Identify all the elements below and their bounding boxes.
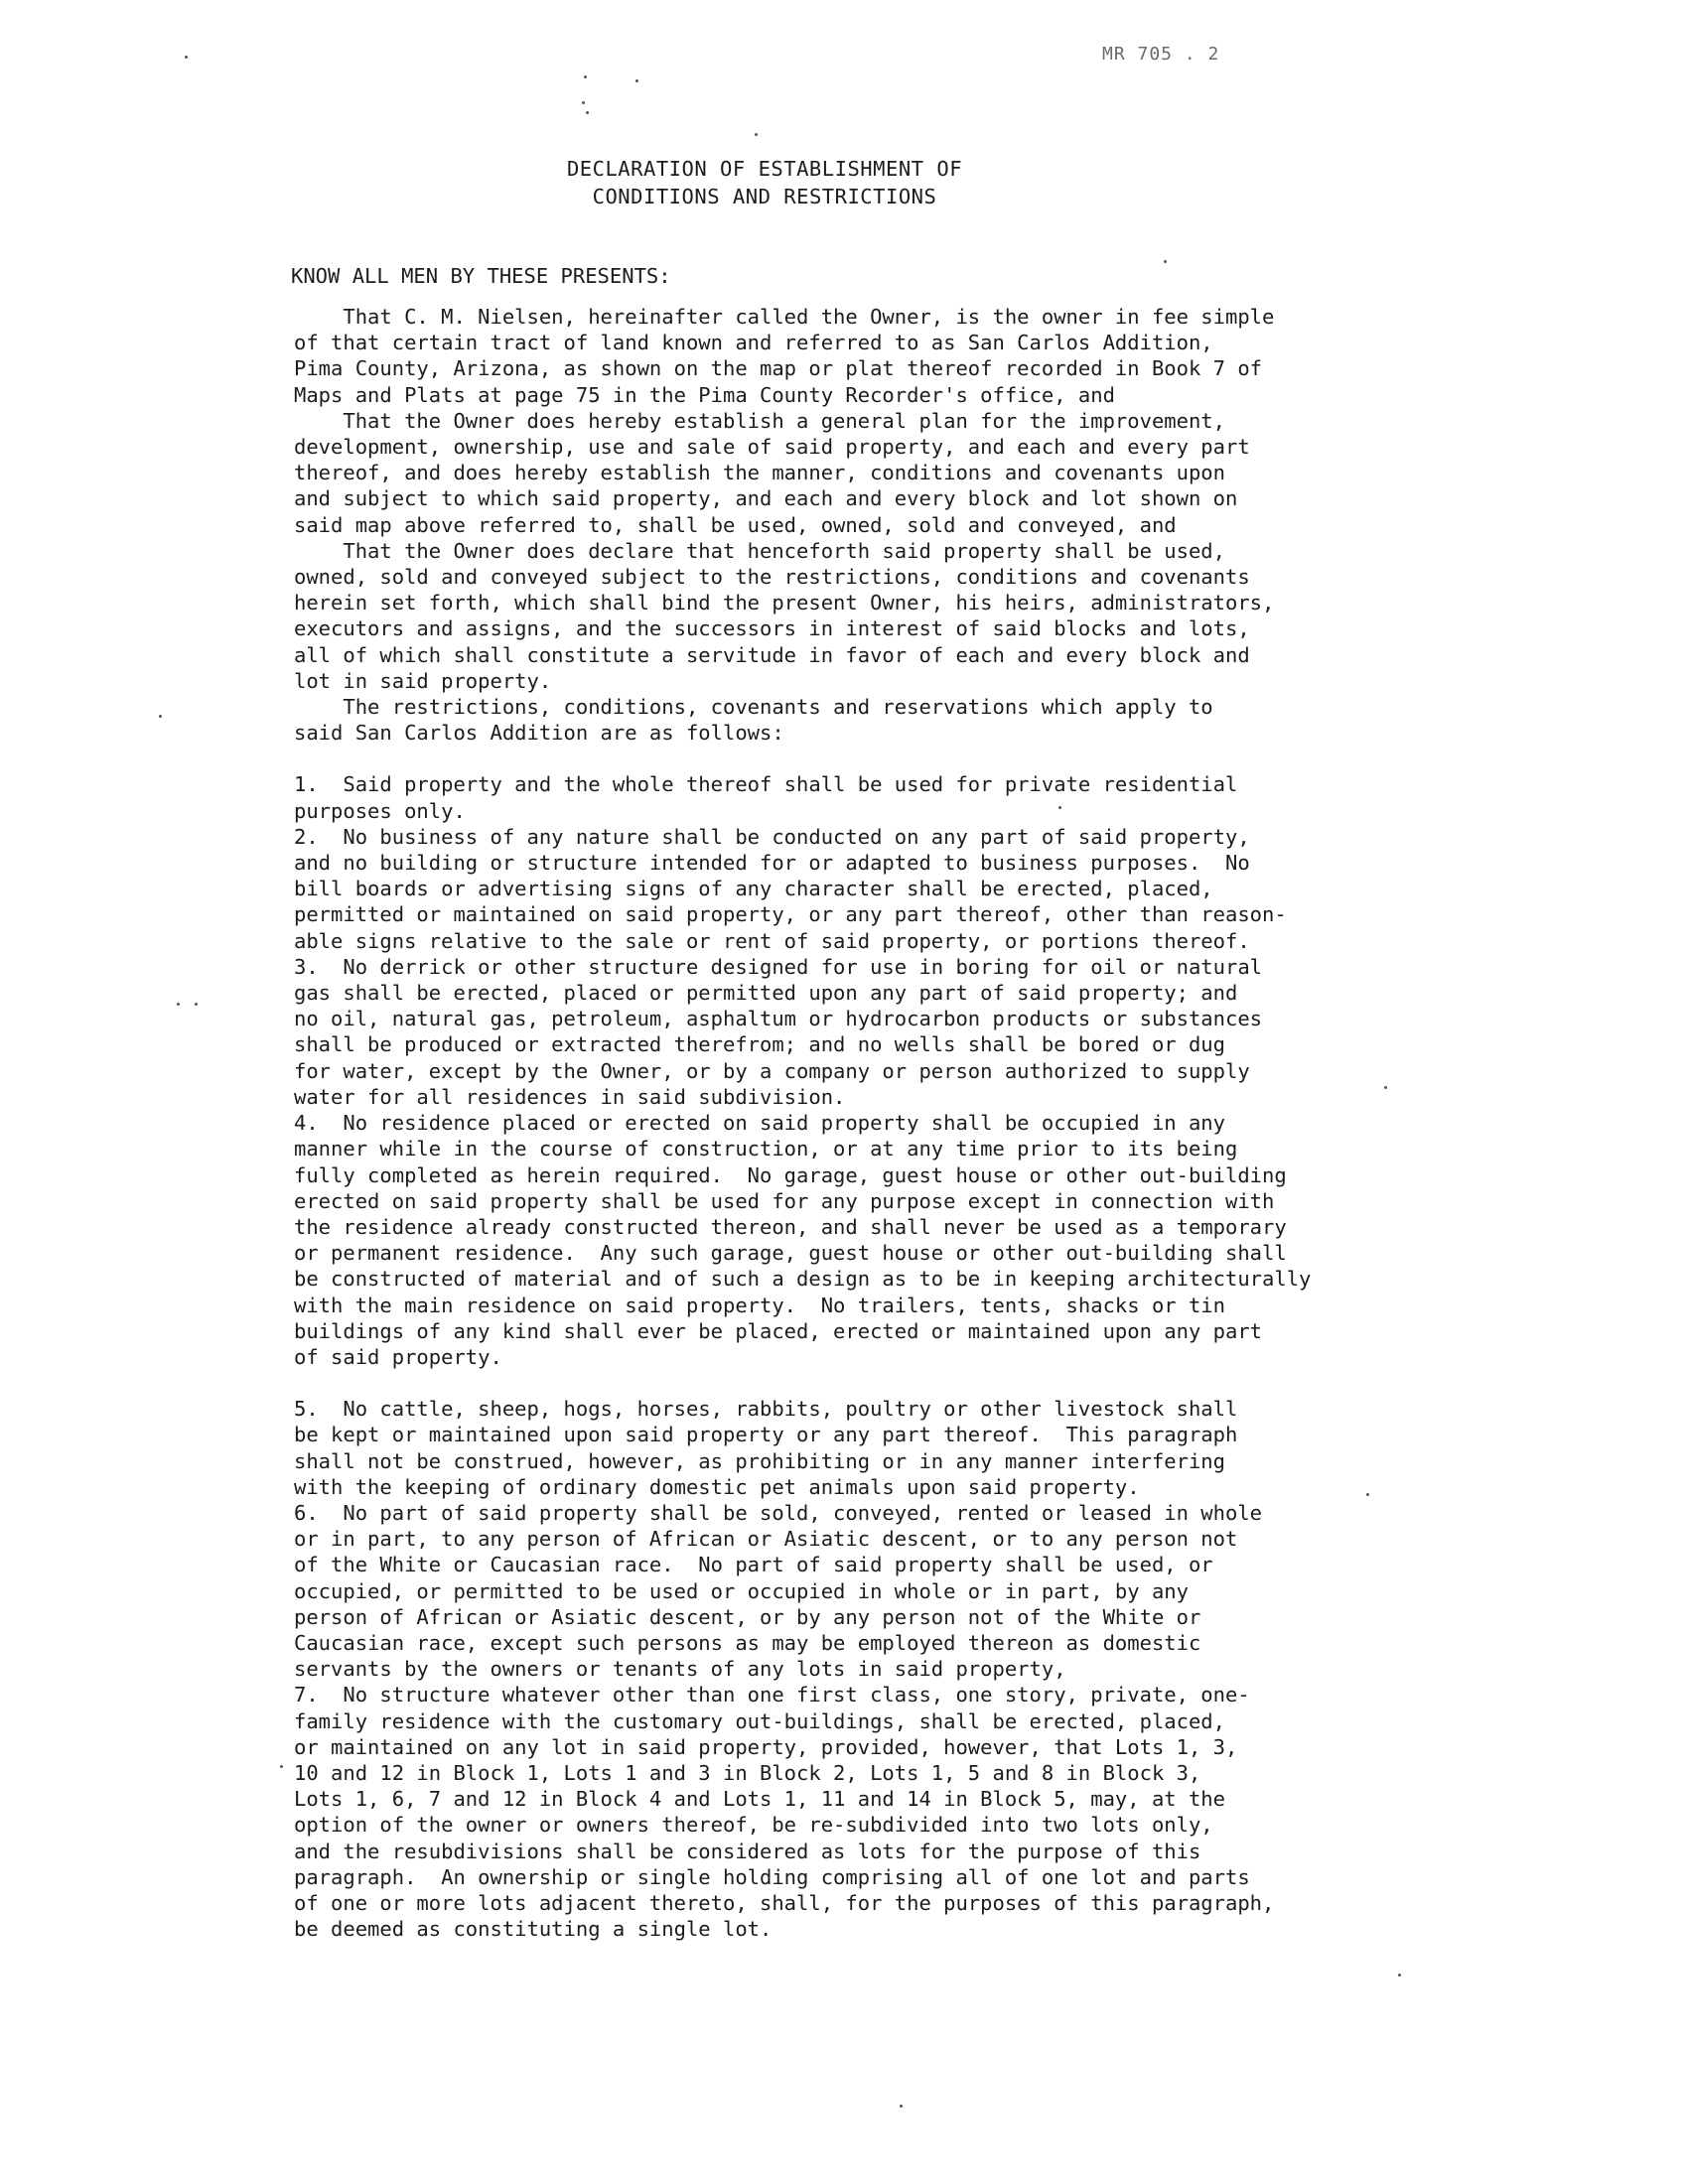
text-line: said San Carlos Addition are as follows:	[294, 721, 784, 746]
text-line: The restrictions, conditions, covenants and reservations which apply to	[294, 695, 1213, 720]
text-line: 10 and 12 in Block 1, Lots 1 and 3 in Block 2, Lots 1, 5 and 8 in Block 3,	[294, 1760, 1201, 1785]
text-line: of said property.	[294, 1344, 502, 1369]
text-line: occupied, or permitted to be used or occupied in whole or in part, by any	[294, 1578, 1189, 1603]
text-line: thereof, and does hereby establish the manner, conditions and covenants upon	[294, 461, 1225, 485]
text-line: all of which shall constitute a servitude in favor of each and every block and	[294, 642, 1250, 667]
text-line: That the Owner does hereby establish a general plan for the improvement,	[294, 408, 1225, 433]
scan-speck	[159, 715, 162, 718]
scan-speck	[584, 75, 587, 78]
text-line: 5. No cattle, sheep, hogs, horses, rabbits, poultry or other livestock shall	[294, 1397, 1238, 1422]
scan-speck	[1384, 1086, 1387, 1089]
scan-speck	[755, 133, 758, 136]
paragraph-gap	[294, 1370, 1406, 1396]
scan-speck	[1058, 806, 1061, 809]
text-line: That C. M. Nielsen, hereinafter called the Owner, is the owner in fee simple	[294, 305, 1275, 329]
text-line: family residence with the customary out-buildings, shall be erected, placed,	[294, 1708, 1225, 1733]
text-line: the residence already constructed thereon, and shall never be used as a temporary	[294, 1214, 1287, 1239]
scan-speck	[177, 1003, 180, 1006]
text-line: erected on said property shall be used for any purpose except in connection with	[294, 1188, 1275, 1213]
text-line: bill boards or advertising signs of any character shall be erected, placed,	[294, 877, 1213, 901]
text-line: no oil, natural gas, petroleum, asphaltum or hydrocarbon products or substances	[294, 1007, 1263, 1031]
text-line: 1. Said property and the whole thereof shall be used for private residential	[294, 772, 1238, 797]
document-body	[294, 304, 1406, 1942]
text-line: 3. No derrick or other structure designed for use in boring for oil or natural	[294, 954, 1263, 979]
preamble	[294, 304, 1406, 746]
title-line: CONDITIONS AND RESTRICTIONS	[592, 185, 937, 208]
text-line: and no building or structure intended for or adapted to business purposes. No	[294, 851, 1250, 876]
scan-speck	[1366, 1493, 1369, 1496]
text-line: person of African or Asiatic descent, or by any person not of the White or	[294, 1604, 1201, 1629]
scan-speck	[900, 2105, 903, 2108]
text-line: of the White or Caucasian race. No part of said property shall be used, or	[294, 1553, 1213, 1577]
salutation: KNOW ALL MEN BY THESE PRESENTS:	[291, 264, 671, 288]
text-line: executors and assigns, and the successors in interest of said blocks and lots,	[294, 616, 1250, 641]
text-line: water for all residences in said subdivision.	[294, 1084, 846, 1109]
text-line: fully completed as herein required. No garage, guest house or other out-building	[294, 1162, 1287, 1187]
text-line: and subject to which said property, and each and every block and lot shown on	[294, 486, 1238, 511]
text-line: shall not be construed, however, as prohibiting or in any manner interfering	[294, 1448, 1225, 1473]
text-line: 7. No structure whatever other than one first class, one story, private, one-	[294, 1683, 1250, 1707]
text-line: or maintained on any lot in said property, provided, however, that Lots 1, 3,	[294, 1734, 1238, 1759]
text-line: manner while in the course of construction, or at any time prior to its being	[294, 1137, 1238, 1161]
text-line: be kept or maintained upon said property or any part thereof. This paragraph	[294, 1423, 1238, 1447]
title-line: DECLARATION OF ESTABLISHMENT OF	[566, 157, 963, 181]
text-line: Lots 1, 6, 7 and 12 in Block 4 and Lots 1, 11 and 14 in Block 5, may, at the	[294, 1787, 1225, 1812]
text-line: lot in said property.	[294, 668, 552, 693]
scan-speck	[586, 111, 589, 114]
text-line: development, ownership, use and sale of said property, and each and every part	[294, 435, 1250, 460]
text-line: of that certain tract of land known and referred to as San Carlos Addition,	[294, 331, 1213, 355]
text-line: owned, sold and conveyed subject to the restrictions, conditions and covenants	[294, 565, 1250, 590]
text-line: permitted or maintained on said property, or any part thereof, other than reason-	[294, 902, 1287, 927]
text-line: said map above referred to, shall be used, owned, sold and conveyed, and	[294, 512, 1177, 537]
text-line: be deemed as constituting a single lot.	[294, 1917, 773, 1942]
scan-speck	[280, 1765, 283, 1768]
text-line: able signs relative to the sale or rent of said property, or portions thereof.	[294, 928, 1250, 953]
text-line: buildings of any kind shall ever be placed, erected or maintained upon any part	[294, 1318, 1263, 1343]
text-line: servants by the owners or tenants of any lots in said property,	[294, 1657, 1066, 1682]
text-line: be constructed of material and of such a design as to be in keeping architecturally	[294, 1267, 1312, 1292]
text-line: gas shall be erected, placed or permitted upon any part of said property; and	[294, 981, 1238, 1006]
text-line: and the resubdivisions shall be considered as lots for the purpose of this	[294, 1839, 1201, 1863]
text-line: Maps and Plats at page 75 in the Pima County Recorder's office, and	[294, 382, 1115, 407]
text-line: Caucasian race, except such persons as may be employed thereon as domestic	[294, 1630, 1201, 1655]
scan-speck	[195, 1003, 198, 1006]
text-line: for water, except by the Owner, or by a company or person authorized to supply	[294, 1058, 1250, 1083]
text-line: or permanent residence. Any such garage, guest house or other out-building shall	[294, 1241, 1287, 1266]
text-line: herein set forth, which shall bind the present Owner, his heirs, administrators,	[294, 591, 1275, 615]
text-line: 4. No residence placed or erected on said property shall be occupied in any	[294, 1111, 1225, 1136]
text-line: or in part, to any person of African or Asiatic descent, or to any person not	[294, 1527, 1238, 1552]
text-line: 2. No business of any nature shall be conducted on any part of said property,	[294, 824, 1250, 849]
scan-speck	[185, 56, 188, 59]
restrictions-part-2	[294, 1396, 1406, 1942]
text-line: purposes only.	[294, 798, 466, 823]
scan-speck	[635, 79, 638, 82]
text-line: of one or more lots adjacent thereto, shall, for the purposes of this paragraph,	[294, 1890, 1275, 1915]
text-line: shall be produced or extracted therefrom; and no wells shall be bored or dug	[294, 1032, 1225, 1057]
text-line: Pima County, Arizona, as shown on the map or plat thereof recorded in Book 7 of	[294, 356, 1263, 381]
scan-speck	[1164, 260, 1167, 263]
restrictions-part-1	[294, 771, 1406, 1370]
text-line: That the Owner does declare that henceforth said property shall be used,	[294, 538, 1225, 563]
text-line: 6. No part of said property shall be sold, conveyed, rented or leased in whole	[294, 1500, 1263, 1525]
scan-speck	[582, 101, 585, 104]
text-line: option of the owner or owners thereof, be re-subdivided into two lots only,	[294, 1813, 1213, 1838]
text-line: with the keeping of ordinary domestic pet animals upon said property.	[294, 1474, 1140, 1499]
scan-speck	[1398, 1974, 1401, 1977]
paragraph-gap	[294, 746, 1406, 771]
text-line: with the main residence on said property. No trailers, tents, shacks or tin	[294, 1293, 1225, 1317]
document-title	[0, 155, 1529, 210]
header-reference: MR 705 . 2	[1102, 44, 1220, 65]
text-line: paragraph. An ownership or single holding comprising all of one lot and parts	[294, 1864, 1250, 1889]
